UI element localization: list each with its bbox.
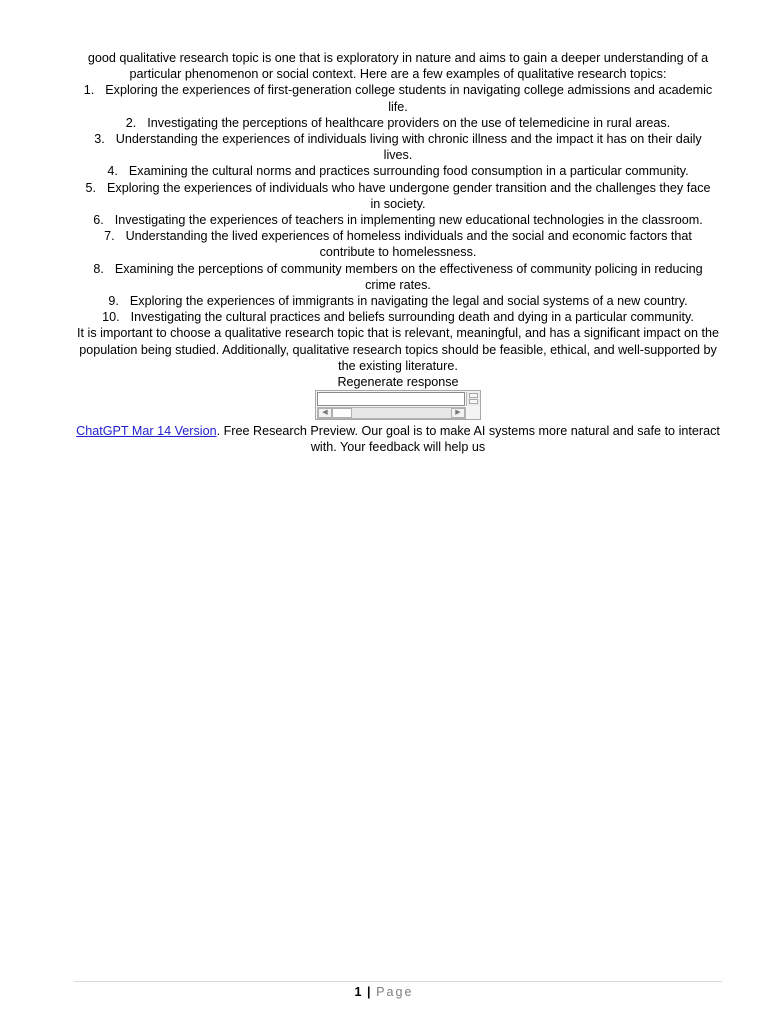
footer-note bbox=[74, 423, 722, 455]
page-separator: | bbox=[367, 985, 371, 999]
list-item-text: Investigating the perceptions of healthcare providers on the use of telemedicine in rural areas. bbox=[147, 115, 671, 130]
list-item-number: 7. bbox=[104, 229, 115, 244]
page-number: 1 bbox=[354, 985, 362, 999]
list-item bbox=[74, 163, 722, 179]
list-item-number: 4. bbox=[107, 164, 118, 179]
topic-list bbox=[74, 82, 722, 325]
list-item bbox=[74, 228, 722, 260]
list-item bbox=[74, 212, 722, 228]
scroll-left-arrow-icon[interactable]: ◀ bbox=[318, 408, 332, 418]
list-item-number: 8. bbox=[93, 261, 104, 276]
list-item-text: Exploring the experiences of first-generation college students in navigating college admissions and academic life. bbox=[105, 83, 713, 114]
scroll-right-arrow-icon[interactable]: ▶ bbox=[451, 408, 465, 418]
scroll-up-button[interactable] bbox=[469, 393, 478, 398]
embedded-textbox-wrap bbox=[74, 390, 722, 420]
list-item bbox=[74, 293, 722, 309]
list-item-text: Examining the cultural norms and practices surrounding food consumption in a particular community. bbox=[128, 164, 689, 179]
list-item-number: 2. bbox=[125, 115, 137, 130]
list-item bbox=[74, 309, 722, 325]
scroll-down-button[interactable] bbox=[469, 399, 478, 404]
list-item-number: 10. bbox=[102, 310, 120, 325]
list-item-text: Examining the perceptions of community members on the effectiveness of community policing in reducing crime rates. bbox=[114, 261, 703, 292]
list-item-text: Investigating the experiences of teachers in implementing new educational technologies in the classroom. bbox=[114, 213, 703, 228]
embedded-textbox[interactable] bbox=[315, 390, 481, 420]
list-item bbox=[74, 82, 722, 114]
list-item-number: 1. bbox=[83, 83, 95, 98]
list-item bbox=[74, 180, 722, 212]
list-item bbox=[74, 261, 722, 293]
footer-divider bbox=[74, 981, 722, 982]
scrollbar-thumb[interactable] bbox=[332, 408, 352, 418]
list-item-text: Understanding the lived experiences of homeless individuals and the social and economic factors that contribute to homelessness. bbox=[125, 229, 692, 260]
list-item-number: 6. bbox=[93, 213, 104, 228]
regenerate-response-label[interactable]: Regenerate response bbox=[337, 375, 459, 390]
intro-paragraph: good qualitative research topic is one that is exploratory in nature and aims to gain a deeper understanding of a particular phenomenon or social context. Here are a few examples of qualitative research topics: bbox=[87, 51, 709, 82]
vertical-scrollbar[interactable] bbox=[466, 392, 480, 406]
textbox-input[interactable] bbox=[317, 392, 465, 406]
list-item bbox=[74, 131, 722, 163]
list-item-text: Exploring the experiences of individuals who have undergone gender transition and the challenges they face in society. bbox=[107, 180, 711, 211]
list-item bbox=[74, 115, 722, 131]
list-item-text: Exploring the experiences of immigrants in navigating the legal and social systems of a new country. bbox=[129, 294, 688, 309]
conclusion-paragraph: It is important to choose a qualitative research topic that is relevant, meaningful, and has a significant impact on the population being studied. Additionally, qualitative research topics should be feasible, ethical, and well-supported by the existing literature. bbox=[77, 326, 719, 373]
list-item-number: 3. bbox=[94, 132, 105, 147]
list-item-text: Understanding the experiences of individuals living with chronic illness and the impact it has on their daily lives. bbox=[115, 132, 702, 163]
page-footer bbox=[0, 984, 768, 1000]
page-word: Page bbox=[376, 985, 414, 999]
document-body bbox=[74, 50, 722, 456]
chatgpt-version-link[interactable]: ChatGPT Mar 14 Version bbox=[76, 424, 217, 439]
list-item-number: 9. bbox=[108, 294, 119, 309]
footer-note-text: . Free Research Preview. Our goal is to make AI systems more natural and safe to interact with. Your feedback will help us bbox=[216, 424, 720, 455]
list-item-number: 5. bbox=[85, 180, 96, 195]
horizontal-scrollbar[interactable] bbox=[317, 407, 466, 419]
list-item-text: Investigating the cultural practices and beliefs surrounding death and dying in a particular community. bbox=[130, 310, 694, 325]
